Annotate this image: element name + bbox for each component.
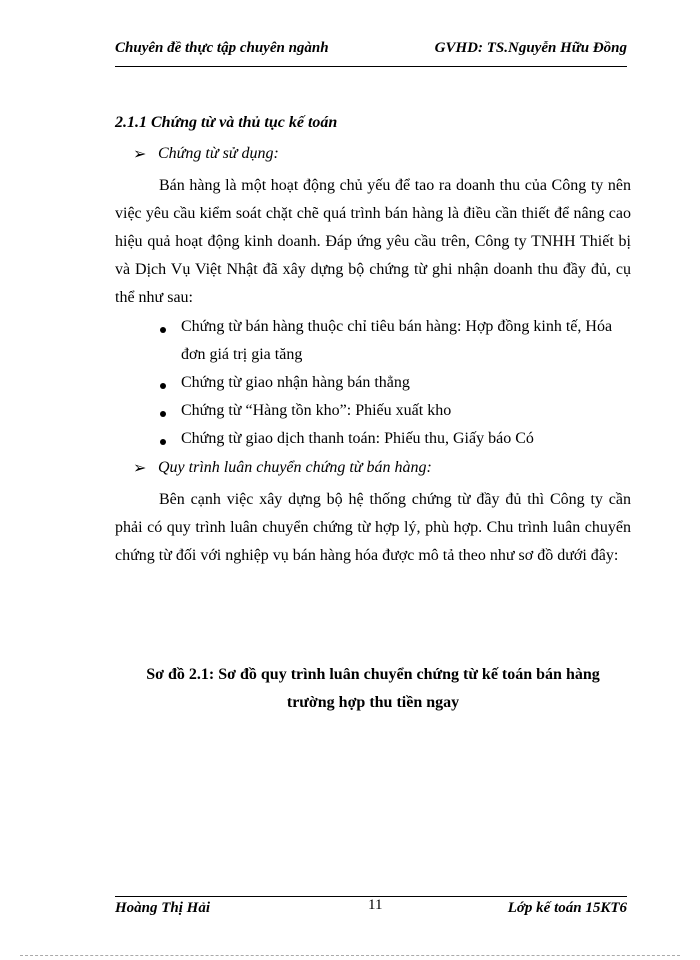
list-item-1-line2: đơn giá trị gia tăng xyxy=(181,346,303,363)
list-item-4: Chứng từ giao dịch thanh toán: Phiếu thu, Giấy báo Có xyxy=(181,430,534,447)
arrow-bullet-icon: ➢ xyxy=(133,146,147,163)
header-rule xyxy=(115,66,627,67)
diagram-caption xyxy=(115,661,631,717)
diagram-caption-line2: trường hợp thu tiền ngay xyxy=(286,694,460,711)
page-number: 11 xyxy=(368,897,383,913)
paragraph-intro-text: Bán hàng là một hoạt động chủ yếu để tao ra doanh thu của Công ty nên việc yêu cầu kiểm soát chặt chẽ quá trình bán hàng là điều cần thiết để nâng cao hiệu quả hoạt động kinh doanh. Đáp ứng yêu cầu trên, Công ty TNHH Thiết bị và Dịch Vụ Việt Nhật đã xây dựng bộ chứng từ ghi nhận doanh thu đầy đủ, cụ thể như sau: xyxy=(115,177,631,306)
diagram-caption-line1: Sơ đồ 2.1: Sơ đồ quy trình luân chuyển chứng từ kế toán bán hàng xyxy=(146,666,600,683)
paragraph-intro xyxy=(115,172,631,312)
page-edge-divider xyxy=(20,955,680,956)
paragraph-process-text: Bên cạnh việc xây dựng bộ hệ thống chứng từ đầy đủ thì Công ty cần phải có quy trình luân chuyển chứng từ hợp lý, phù hợp. Chu trình luân chuyển chứng từ đối với nghiệp vụ bán hàng hóa được mô tả theo như sơ đồ dưới đây: xyxy=(115,491,631,564)
list-item-1-line1: Chứng từ bán hàng thuộc chỉ tiêu bán hàng: Hợp đồng kinh tế, Hóa xyxy=(181,318,613,335)
list-item-2: Chứng từ giao nhận hàng bán thẳng xyxy=(181,374,410,391)
section-title: 2.1.1 Chứng từ và thủ tục kế toán xyxy=(115,114,338,131)
header-left-text: Chuyên đề thực tập chuyên ngành xyxy=(115,40,329,56)
header-right-text: GVHD: TS.Nguyễn Hữu Đồng xyxy=(434,40,627,56)
list-item-3: Chứng từ “Hàng tồn kho”: Phiếu xuất kho xyxy=(181,402,452,419)
paragraph-process xyxy=(115,486,631,570)
bullet-dot-icon xyxy=(160,383,166,389)
bullet-dot-icon xyxy=(160,327,166,333)
subheading-process: Quy trình luân chuyển chứng từ bán hàng: xyxy=(158,459,432,476)
footer-author: Hoàng Thị Hải xyxy=(115,900,211,916)
footer-class: Lớp kế toán 15KT6 xyxy=(507,900,627,916)
bullet-dot-icon xyxy=(160,411,166,417)
bullet-dot-icon xyxy=(160,439,166,445)
subheading-documents: Chứng từ sử dụng: xyxy=(158,145,279,162)
arrow-bullet-icon: ➢ xyxy=(133,460,147,477)
